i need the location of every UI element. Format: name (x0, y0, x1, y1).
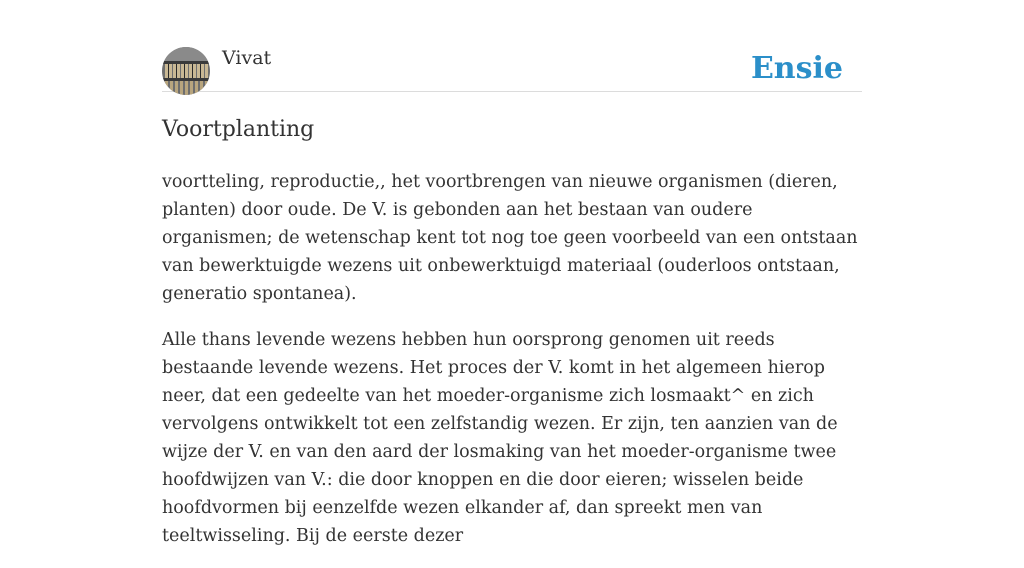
site-logo[interactable]: Ensie (750, 51, 843, 86)
article-paragraph: voortteling, reproductie,, het voortbrengen van nieuwe organismen (dieren, planten) door oude. De V. is gebonden aan het bestaan van oudere organismen; de wetenschap kent tot nog toe geen voorbeeld van een ontstaan van bewerktuigde wezens uit onbewerktuigd materiaal (ouderloos ontstaan, generatio spontanea). (162, 172, 858, 304)
article-body (162, 168, 862, 568)
page-title: Voortplanting (162, 117, 315, 142)
bookshelf-avatar-icon (162, 47, 210, 95)
author-name[interactable]: Vivat (222, 47, 272, 69)
author-avatar[interactable] (162, 47, 210, 95)
article-paragraph: Alle thans levende wezens hebben hun oorsprong genomen uit reeds bestaande levende wezens. Het proces der V. komt in het algemeen hierop neer, dat een gedeelte van het moeder-organisme zich losmaakt^ en zich vervolgens ontwikkelt tot een zelfstandig wezen. Er zijn, ten aanzien van de wijze der V. en van den aard der losmaking van het moeder-organisme twee hoofdwijzen van V.: die door knoppen en die door eieren; wisselen beide hoofdvormen bij eenzelfde wezen elkander af, dan spreekt men van teeltwisseling. Bij de eerste dezer (162, 330, 838, 546)
site-header (162, 46, 862, 92)
